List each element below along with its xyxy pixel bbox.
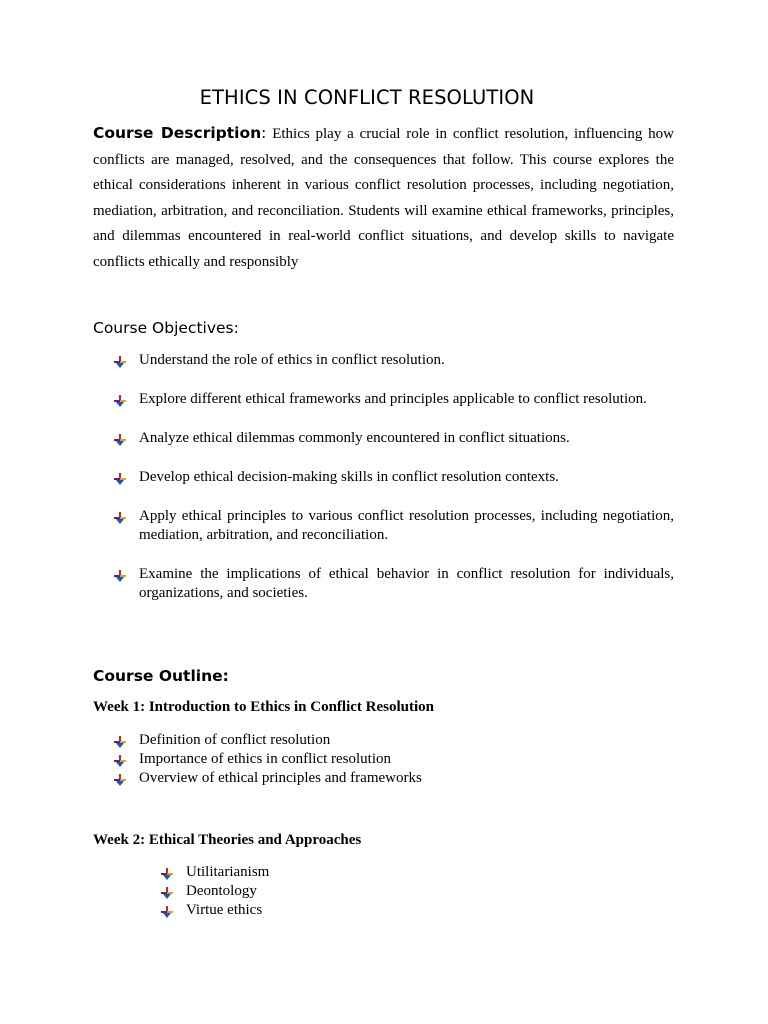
objective-item [114, 429, 674, 448]
topic-item [161, 882, 661, 901]
bullet-arrow-icon [114, 569, 126, 581]
bullet-arrow-icon [114, 511, 126, 523]
week-1-title: Week 1: Introduction to Ethics in Conflict Resolution [93, 699, 434, 715]
topic-item [114, 750, 674, 769]
week-2-title: Week 2: Ethical Theories and Approaches [93, 832, 362, 848]
course-description-paragraph [93, 121, 674, 275]
course-description-label: Course Description [93, 124, 262, 142]
bullet-arrow-icon [161, 867, 173, 879]
objective-text: Explore different ethical frameworks and principles applicable to conflict resolution. [139, 391, 647, 407]
bullet-arrow-icon [161, 886, 173, 898]
objective-text: Develop ethical decision-making skills in conflict resolution contexts. [139, 469, 559, 485]
bullet-arrow-icon [161, 905, 173, 917]
bullet-arrow-icon [114, 754, 126, 766]
topic-text: Deontology [186, 883, 257, 899]
objective-item [114, 507, 674, 545]
week-1-topics-list [114, 731, 674, 788]
topic-text: Virtue ethics [186, 902, 263, 918]
objective-text: Analyze ethical dilemmas commonly encountered in conflict situations. [139, 430, 570, 446]
topic-text: Importance of ethics in conflict resolution [139, 751, 392, 767]
course-outline-heading: Course Outline: [93, 667, 229, 685]
topic-item [114, 769, 674, 788]
course-description-text: Ethics play a crucial role in conflict resolution, influencing how conflicts are managed, resolved, and the consequences that follow. This course explores the ethical considerations inherent in various conflict resolution processes, including negotiation, mediation, arbitration, and reconciliation. Students will examine ethical frameworks, principles, and dilemmas encountered in real-world conflict situations, and develop skills to navigate conflicts ethically and responsibly [93, 126, 674, 270]
bullet-arrow-icon [114, 394, 126, 406]
topic-item [161, 901, 661, 920]
objective-text: Apply ethical principles to various conflict resolution processes, including negotiation, mediation, arbitration, and reconciliation. [139, 508, 674, 543]
course-description-colon: : [261, 124, 267, 142]
topic-text: Overview of ethical principles and frameworks [139, 770, 422, 786]
objective-text: Understand the role of ethics in conflict resolution. [139, 352, 445, 368]
objective-text: Examine the implications of ethical behavior in conflict resolution for individuals, organizations, and societies. [139, 566, 674, 601]
course-objectives-list [114, 351, 674, 623]
bullet-arrow-icon [114, 472, 126, 484]
topic-item [114, 731, 674, 750]
course-objectives-heading: Course Objectives: [93, 319, 239, 337]
document-title: ETHICS IN CONFLICT RESOLUTION [199, 86, 535, 109]
bullet-arrow-icon [114, 433, 126, 445]
topic-item [161, 863, 661, 882]
week-2-topics-list [161, 863, 661, 920]
topic-text: Definition of conflict resolution [139, 732, 331, 748]
topic-text: Utilitarianism [186, 864, 270, 880]
objective-item [114, 390, 674, 409]
objective-item [114, 351, 674, 370]
bullet-arrow-icon [114, 735, 126, 747]
bullet-arrow-icon [114, 355, 126, 367]
objective-item [114, 565, 674, 603]
bullet-arrow-icon [114, 773, 126, 785]
objective-item [114, 468, 674, 487]
